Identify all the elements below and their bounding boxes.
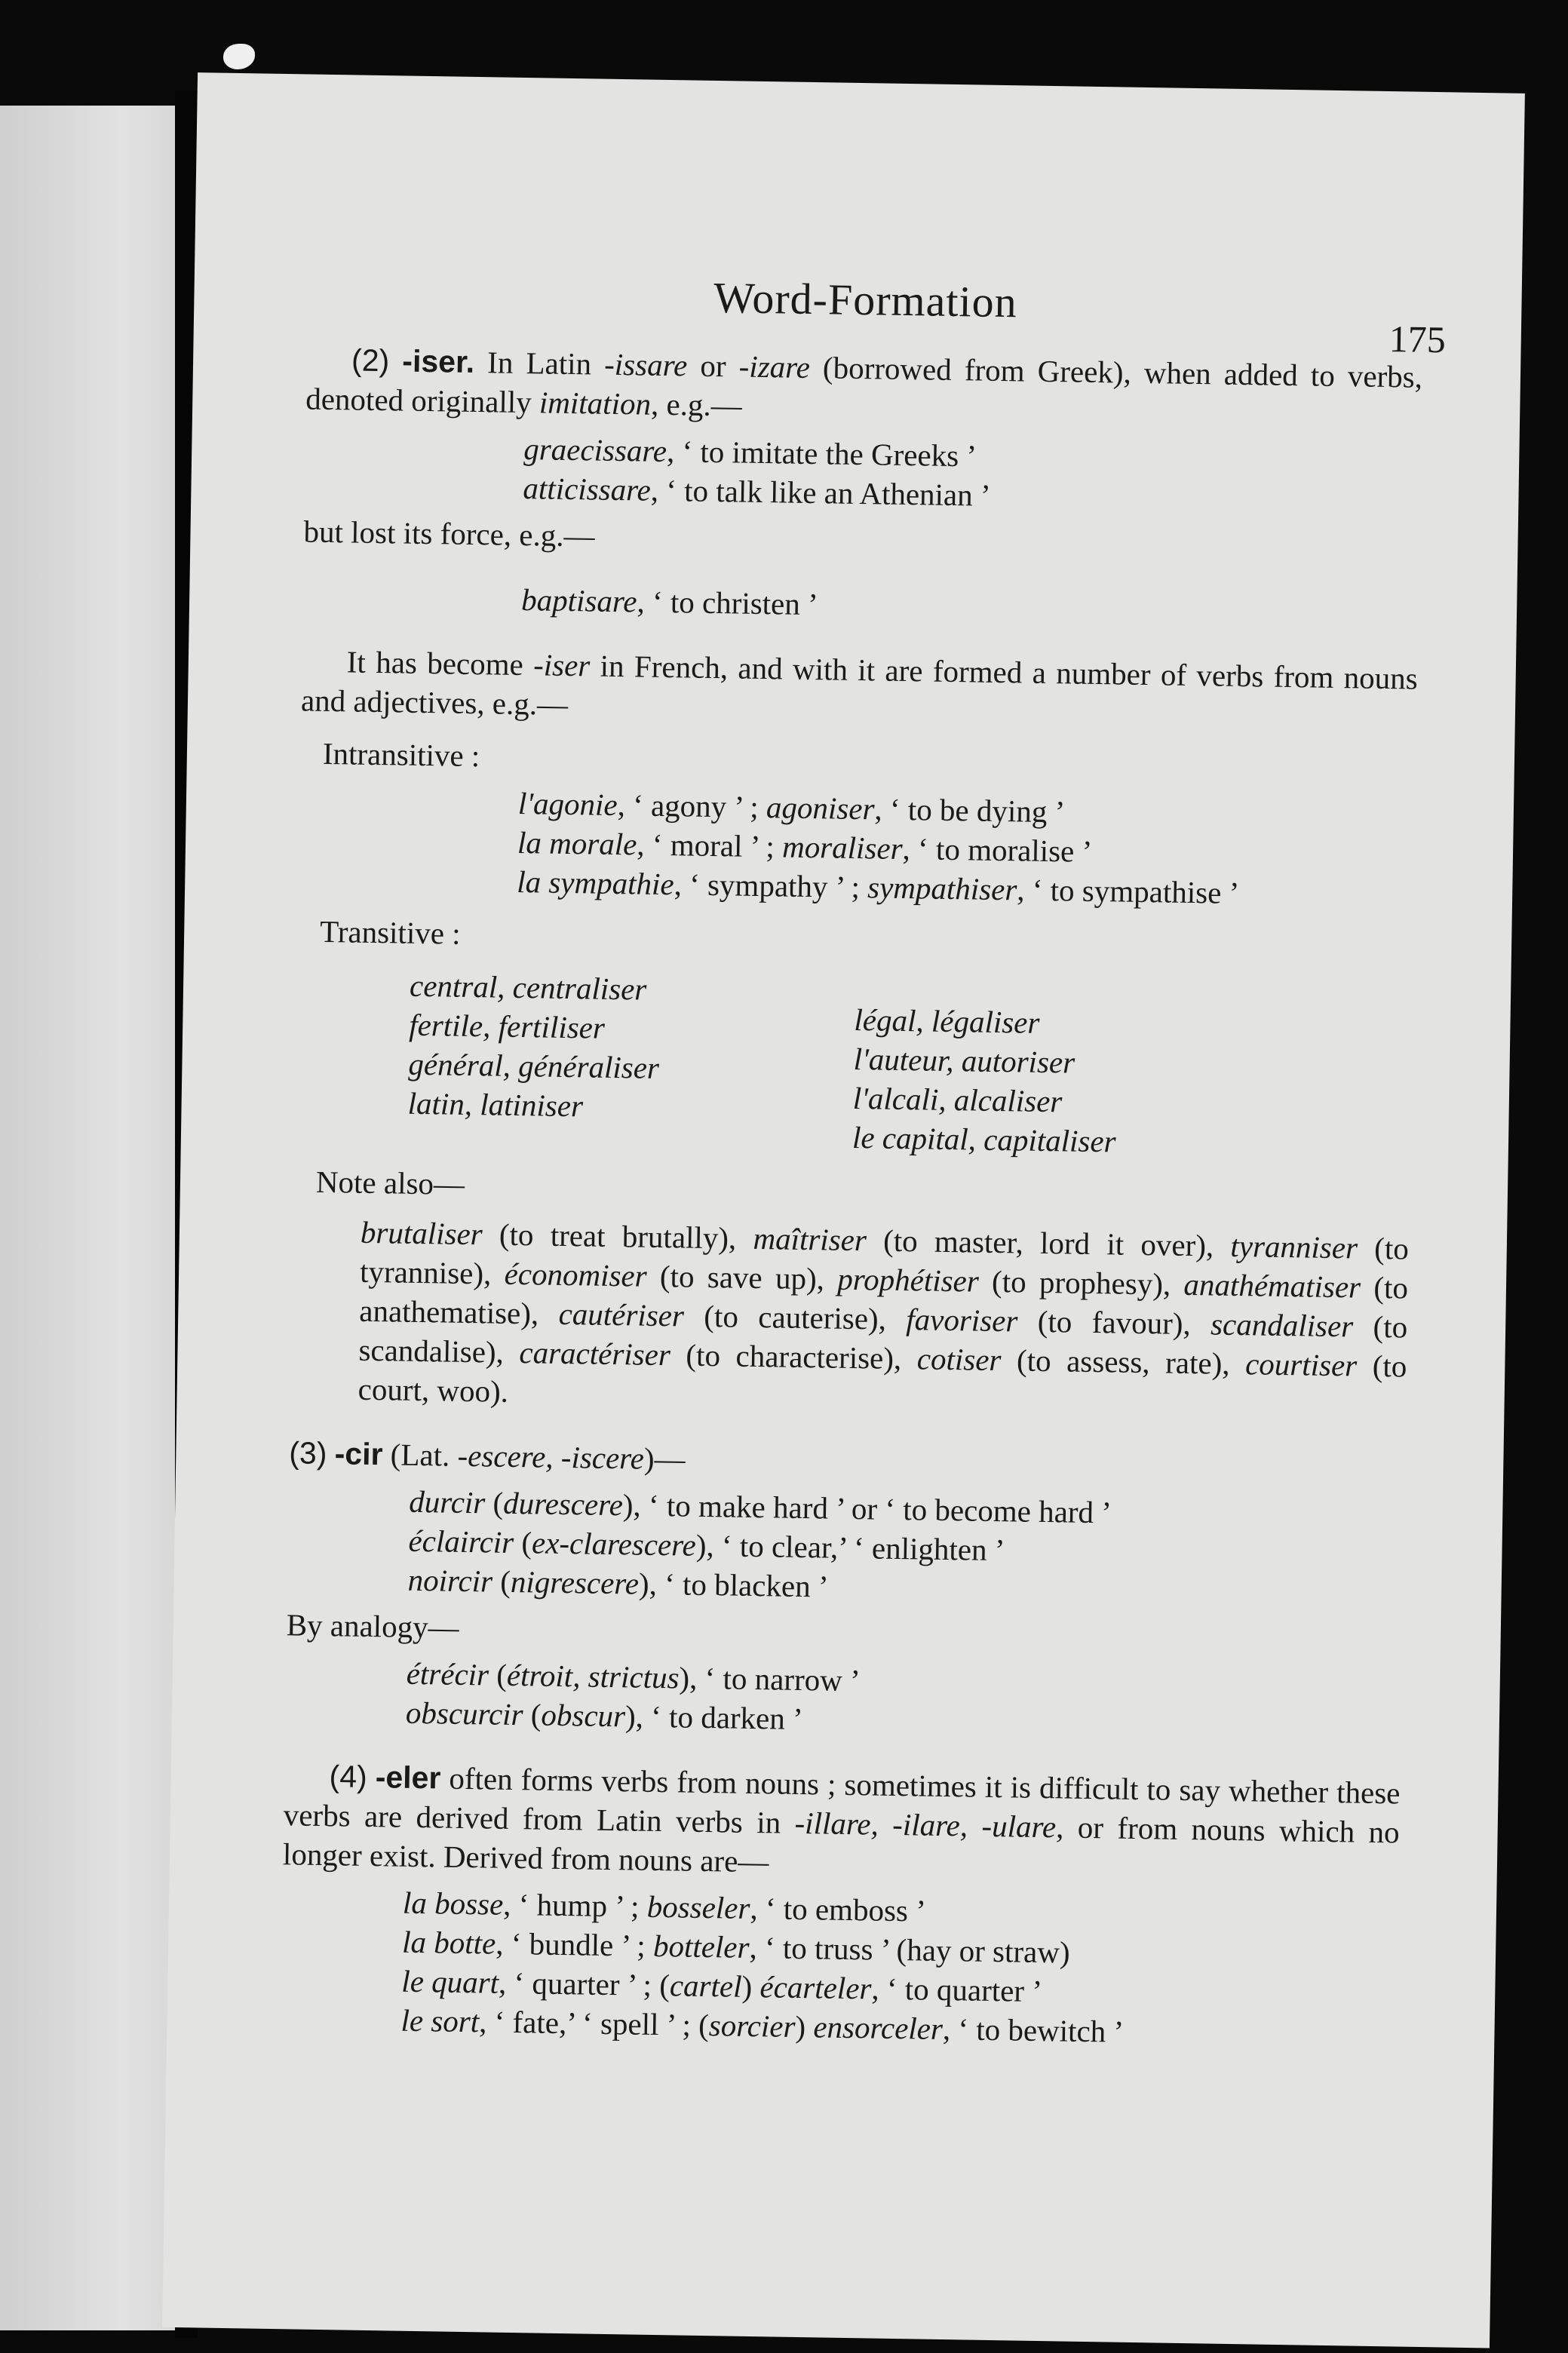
example-list	[523, 429, 1421, 522]
italic-text: courtiser	[1244, 1346, 1358, 1383]
example-line: obscurcir (obscur), ‘ to darken ’	[405, 1695, 804, 1737]
transitive-label: Transitive :	[319, 913, 462, 951]
paragraph: but lost its force, e.g.—	[303, 514, 595, 554]
analogy-label: By analogy—	[286, 1607, 460, 1645]
italic-text: favoriser	[906, 1302, 1018, 1339]
italic-text: agoniser	[766, 790, 875, 827]
intransitive-examples	[517, 784, 1416, 916]
example-line: la morale, ‘ moral ’ ; moraliser, ‘ to moralise ’	[517, 824, 1093, 869]
italic-text: écarteler	[759, 1969, 872, 2006]
example-line: le quart, ‘ quarter ’ ; (cartel) écarteler, ‘ to quarter ’	[401, 1963, 1043, 2009]
italic-text: l'agonie	[517, 785, 618, 823]
word-pair: l'alcali, alcaliser	[852, 1080, 1063, 1119]
italic-text: cotiser	[916, 1341, 1002, 1378]
italic-text: le quart	[401, 1963, 499, 2000]
example-line: graecissare, ‘ to imitate the Greeks ’	[523, 431, 977, 474]
italic-text: éclaircir	[408, 1523, 514, 1560]
italic-text: -illare, -ilare, -ulare	[794, 1805, 1057, 1845]
italic-text: baptisare	[520, 582, 637, 619]
italic-text: imitation	[539, 385, 652, 422]
page-title: Word-Formation	[713, 272, 1018, 327]
section-number: (2)	[351, 342, 390, 379]
italic-text: -escere, -iscere	[457, 1437, 645, 1476]
note-label: Note also—	[315, 1164, 465, 1201]
example-line: la botte, ‘ bundle ’ ; botteler, ‘ to truss ’ (hay or straw)	[401, 1924, 1070, 1970]
facing-page-edge	[0, 106, 175, 2330]
scan-blot	[223, 44, 255, 69]
word-pair: général, généraliser	[408, 1046, 660, 1085]
italic-text: atticissare	[523, 471, 652, 508]
italic-text: nigrescere	[510, 1563, 640, 1601]
italic-text: la sympathie	[516, 864, 675, 902]
italic-text: sorcier	[708, 2008, 796, 2044]
italic-text: obscurcir	[405, 1695, 523, 1732]
example-line: l'agonie, ‘ agony ’ ; agoniser, ‘ to be dying ’	[517, 785, 1066, 830]
word-pair: légal, légaliser	[854, 1002, 1040, 1040]
transitive-column-left	[407, 966, 855, 1157]
italic-text: durcir	[409, 1483, 486, 1520]
italic-text: économiser	[504, 1256, 648, 1293]
example-line: durcir (durescere), ‘ to make hard ’ or ‘ to become hard ’	[409, 1483, 1112, 1530]
transitive-examples	[407, 966, 1413, 1166]
italic-text: cartel	[669, 1968, 742, 2004]
italic-text: obscur	[541, 1697, 626, 1734]
italic-text: anathématiser	[1183, 1266, 1361, 1305]
word-pair: latin, latiniser	[407, 1085, 584, 1124]
italic-text: la morale	[517, 824, 637, 862]
italic-text: graecissare	[523, 431, 667, 469]
example-line: la sympathie, ‘ sympathy ’ ; sympathiser, ‘ to sympathise ’	[516, 864, 1240, 911]
italic-text: botteler	[652, 1928, 750, 1965]
intransitive-label: Intransitive :	[322, 735, 480, 774]
example-line: noircir (nigrescere), ‘ to blacken ’	[407, 1562, 829, 1604]
example-line: éclaircir (ex-clarescere), ‘ to clear,’ ‘ enlighten ’	[408, 1523, 1005, 1568]
example-line: le sort, ‘ fate,’ ‘ spell ’ ; (sorcier) ensorceler, ‘ to bewitch ’	[400, 2002, 1125, 2049]
word-pair: l'auteur, autoriser	[853, 1042, 1076, 1080]
italic-text: moraliser	[781, 829, 903, 866]
page-number: 175	[1388, 318, 1447, 361]
section-suffix: -eler	[375, 1759, 441, 1796]
section-2-intro-text: In Latin -issare or -izare (borrowed from Greek), when added to verbs, denoted originally imitation, e.g.—	[305, 344, 1423, 423]
italic-text: la bosse	[402, 1885, 504, 1922]
italic-text: prophétiser	[836, 1261, 980, 1299]
example-line: baptisare, ‘ to christen ’	[520, 582, 819, 622]
word-pair: central, centraliser	[409, 968, 647, 1007]
section-4-intro	[283, 1756, 1401, 1891]
italic-text: tyranniser	[1230, 1228, 1358, 1265]
example-line: étrécir (étroit, strictus), ‘ to narrow ’	[406, 1655, 861, 1698]
italic-text: cautériser	[558, 1296, 685, 1333]
italic-text: le sort	[400, 2002, 480, 2039]
example-line: la bosse, ‘ hump ’ ; bosseler, ‘ to emboss ’	[402, 1885, 927, 1928]
italic-text: maîtriser	[753, 1220, 867, 1258]
italic-text: ensorceler	[813, 2009, 944, 2047]
italic-text: -iser	[532, 647, 591, 683]
paragraph: It has become -iser in French, and with it are formed a number of verbs from nouns and adjectives, e.g.—	[300, 644, 1419, 722]
page-content	[280, 272, 1447, 2063]
section-number: (3)	[289, 1435, 327, 1471]
italic-text: ex-clarescere	[531, 1525, 697, 1563]
italic-text: sympathiser	[867, 870, 1017, 907]
example-list	[407, 1482, 1404, 1615]
book-page	[162, 72, 1525, 2348]
word-pair: le capital, capitaliser	[852, 1119, 1116, 1159]
example-line: atticissare, ‘ to talk like an Athenian ’	[523, 471, 991, 513]
analogy-examples	[406, 1654, 1402, 1748]
word-pair: fertile, fertiliser	[408, 1007, 606, 1045]
italic-text: la botte	[401, 1924, 496, 1961]
italic-text: durescere	[502, 1485, 624, 1523]
italic-text: noircir	[407, 1562, 493, 1599]
section-3-heading-text: (Lat. -escere, -iscere)—	[382, 1437, 686, 1477]
italic-text: caractériser	[519, 1335, 671, 1373]
section-number: (4)	[329, 1759, 368, 1794]
italic-text: -izare	[738, 348, 811, 385]
section-suffix: -iser.	[402, 343, 475, 379]
italic-text: brutaliser	[360, 1214, 483, 1252]
italic-text: bosseler	[646, 1888, 750, 1925]
italic-text: étroit, strictus	[506, 1657, 680, 1695]
italic-text: étrécir	[406, 1655, 489, 1692]
transitive-column-right	[852, 1000, 1300, 1164]
italic-text: scandaliser	[1210, 1306, 1354, 1344]
section-4-intro-text: often forms verbs from nouns ; sometimes it is difficult to say whether these verbs are derived from Latin verbs in -illare, -ilare, -ulare, or from nouns which no longer exist. Derived from nouns are—	[282, 1760, 1401, 1879]
italic-text: -issare	[603, 346, 688, 383]
note-paragraph: brutaliser (to treat brutally), maîtriser (to master, lord it over), tyranniser (to tyrannise), économiser (to save up), prophétiser (to prophesy), anathématiser (to anathematise), cautériser (to cauterise), favoriser (to favour), scandaliser (to scandalise), caractériser (to characterise), cotiser (to assess, rate), courtiser (to court, woo).	[357, 1214, 1410, 1409]
example-list	[400, 1883, 1398, 2056]
example-list	[521, 580, 1419, 634]
section-suffix: -cir	[334, 1436, 383, 1472]
